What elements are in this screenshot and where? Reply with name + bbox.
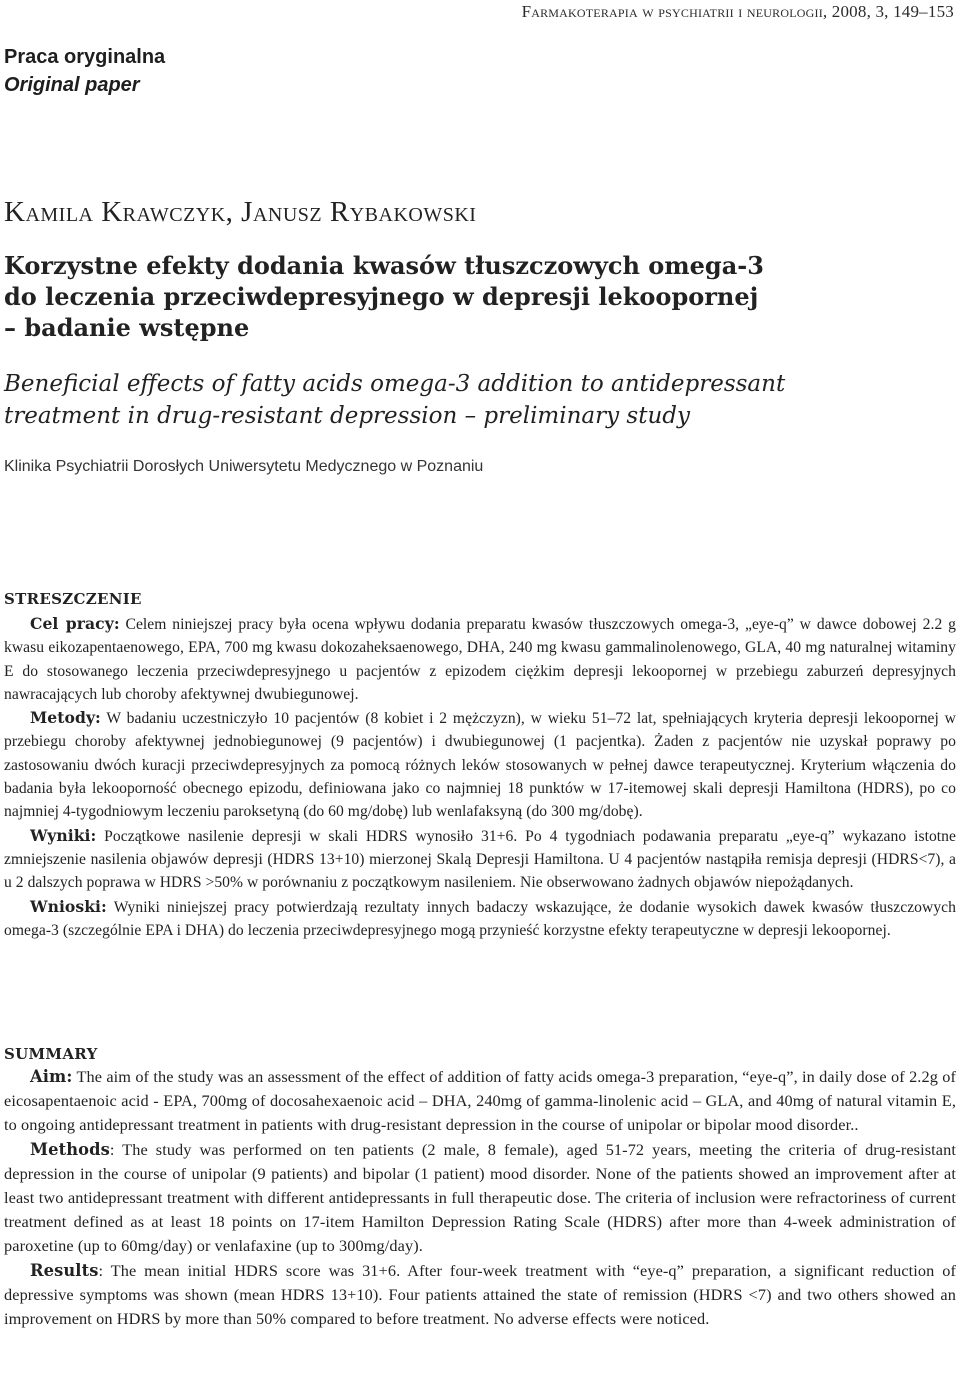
paragraph-text: Wyniki niniejszej pracy potwierdzają rezultaty innych badaczy wskazujące, że dodanie wysokich dawek kwasów tłuszczowych omega-3 (szczególnie EPA i DHA) do leczenia przeciwdepresyjnego mogą przynieść korzystne efekty terapeutyczne w depresji lekoopornej. [4,898,956,939]
authors: Kamila Krawczyk, Janusz Rybakowski [4,196,477,228]
summary-paragraph-results [4,1259,956,1332]
paragraph-text: Celem niniejszej pracy była ocena wpływu dodania preparatu kwasów tłuszczowych omega-3, „eye-q” w dawce dobowej 2.2 g kwasu eikozapentaenowego, EPA, 700 mg kwasu dokozaheksaenowego, DHA, 240 mg kwasu gammalinolenowego, GLA, 40 mg naturalnej witaminy E do stosowanego leczenia przeciwdepresyjnego u pacjentów z epizodem ciężkim depresji lekoopornej w przebiegu zaburzeń depresyjnych nawracających lub choroby afektywnej dwubiegunowej. [4,616,956,703]
affiliation: Klinika Psychiatrii Dorosłych Uniwersytetu Medycznego w Poznaniu [4,458,484,475]
paragraph-text: W badaniu uczestniczyło 10 pacjentów (8 kobiet i 2 mężczyzn), w wieku 51–72 lat, spełniających kryteria depresji lekoopornej w przebiegu choroby afektywnej jednobiegunowej (9 pacjentów) i dwubiegunowej (1 pacjentka). Żaden z pacjentów nie uzyskał poprawy po zastosowaniu dwóch kuracji przeciwdepresyjnych za pomocą różnych leków stosowanych w pełnej dawce terapeutycznej. Kryterium włączenia do badania była lekooporność obecnego epizodu, definiowana jako co najmniej 18 punktów w 17-itemowej skali depresji Hamiltona (HDRS), po co najmniej 4-tygodniowym leczeniu paroksetyną (do 60 mg/dobę) lub wenlafaksyną (do 300 mg/dobę). [4,710,956,821]
paper-type-pl: Praca oryginalna [4,46,166,68]
paragraph-text: : The study was performed on ten patients (2 male, 8 female), aged 51-72 years, meeting the criteria of drug-resistant depression in the course of unipolar (9 patients) and bipolar (1 patient) mood disorder. None of the patients showed an improvement after at least two antidepressant treatment with different antidepressants in full therapeutic dose. The criteria of inclusion were refractoriness of current treatment defined as at least 18 points on 17-item Hamilton Depression Rating Scale (HDRS) after more than 4-week administration of paroxetine (up to 60mg/day) or venlafaxine (up to 300mg/day). [4,1139,956,1256]
abstract-paragraph-results [4,824,956,895]
paragraph-label: Wnioski: [30,896,107,916]
summary-body [4,1065,956,1331]
abstract-paragraph-aim [4,612,956,706]
title-en-line: treatment in drug-resistant depression – preliminary study [4,403,691,429]
title-pl [4,250,944,343]
paragraph-label: Methods [30,1139,110,1159]
paragraph-label: Cel pracy: [30,614,120,633]
paragraph-label: Aim: [30,1067,73,1086]
title-pl-line: Korzystne efekty dodania kwasów tłuszczowych omega-3 [4,251,764,280]
paragraph-label: Results [30,1260,99,1280]
paragraph-text: Początkowe nasilenie depresji w skali HDRS wynosiło 31+6. Po 4 tygodniach podawania preparatu „eye-q” wykazano istotne zmniejszenie nasilenia objawów depresji (HDRS 13+10) mierzonej Skalą Depresji Hamiltona. U 4 pacjentów nastąpiła remisja depresji (HDRS<7), a u 2 dalszych poprawa w HDRS >50% w porównaniu z początkowym nasileniem. Nie obserwowano żadnych objawów niepożądanych. [4,827,956,892]
title-pl-line: do leczenia przeciwdepresyjnego w depresji lekoopornej [4,282,759,311]
summary-paragraph-methods [4,1138,956,1259]
journal-citation: Farmakoterapia w psychiatrii i neurologii, 2008, 3, 149–153 [521,2,954,21]
paragraph-text: : The mean initial HDRS score was 31+6. After four-week treatment with “eye-q” preparation, a significant reduction of depressive symptoms was shown (mean HDRS 13+10). Four patients attained the state of remission (HDRS <7) and two others showed an improvement on HDRS by more than 50% compared to before treatment. No adverse effects were noticed. [4,1260,956,1329]
paper-type-en: Original paper [4,74,140,96]
title-en-line: Beneficial effects of fatty acids omega-3 addition to antidepressant [4,371,786,397]
streszczenie-body [4,612,956,942]
paragraph-text: The aim of the study was an assessment of the effect of addition of fatty acids omega-3 preparation, “eye-q”, in daily dose of 2.2g of eicosapentaenoic acid - EPA, 700mg of docosahexaenoic acid – DHA, 240mg of gamma-linolenic acid – GLA, and 40mg of natural vitamin E, to ongoing antidepressant treatment in patients with drug-resistant depression in the course of unipolar or bipolar mood disorder.. [4,1067,956,1135]
abstract-paragraph-methods [4,706,956,823]
paragraph-label: Metody: [30,708,101,728]
paragraph-label: Wyniki: [30,825,97,845]
abstract-paragraph-conclusions [4,895,956,943]
title-en [4,368,944,432]
summary-paragraph-aim [4,1065,956,1138]
title-pl-line: – badanie wstępne [4,313,250,342]
summary-heading: SUMMARY [4,1045,98,1063]
streszczenie-heading: STRESZCZENIE [4,590,142,608]
